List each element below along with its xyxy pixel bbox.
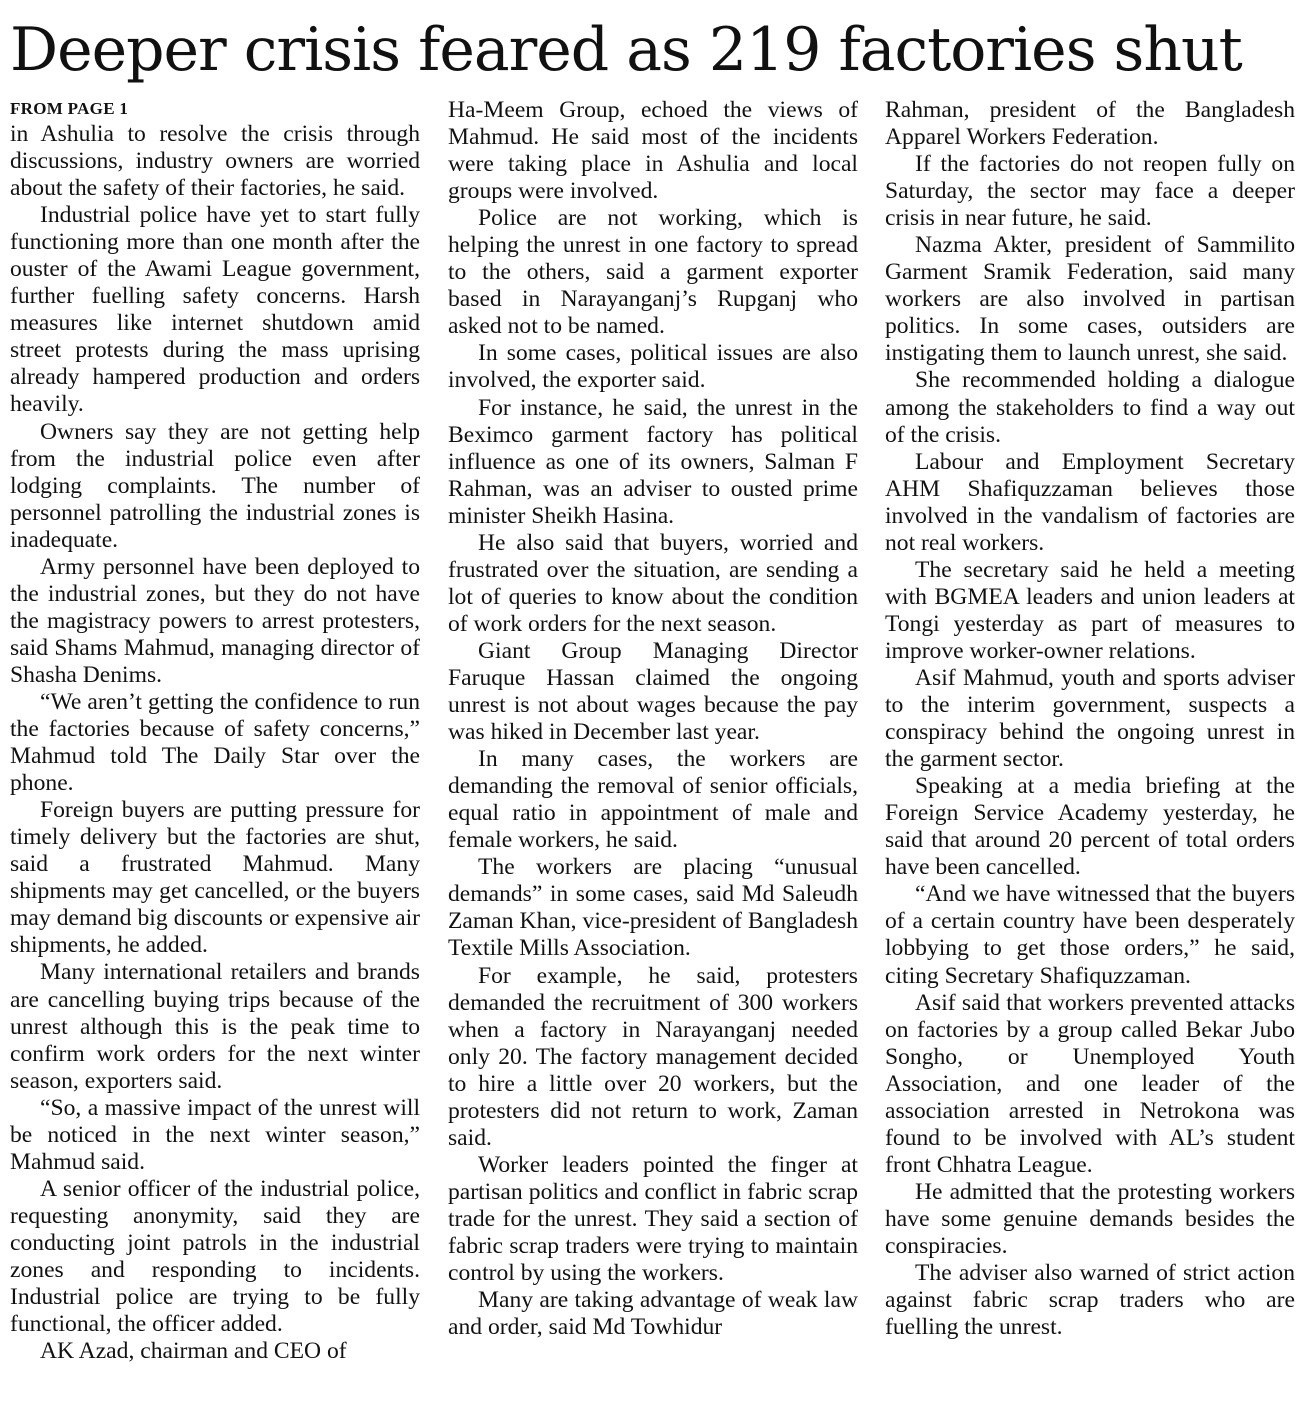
paragraph: Many international retailers and brands are cancelling buying trips because of the unrest although this is the peak time to confirm work orders for the next winter season, exporters said. xyxy=(10,959,420,1094)
paragraph: in Ashulia to resolve the crisis through discussions, industry owners are worried about the safety of their factories, he said. xyxy=(10,121,420,202)
paragraph: “And we have witnessed that the buyers of a certain country have been desperately lobbying to get those orders,” he said, citing Secretary Shafiquzzaman. xyxy=(885,881,1295,989)
paragraph: In some cases, political issues are also involved, the exporter said. xyxy=(448,340,858,394)
paragraph: For example, he said, protesters demanded the recruitment of 300 workers when a factory in Narayanganj needed only 20. The factory management decided to hire a little over 20 workers, but the protesters did not return to work, Zaman said. xyxy=(448,962,858,1151)
paragraph: She recommended holding a dialogue among the stakeholders to find a way out of the crisis. xyxy=(885,367,1295,448)
paragraph: Asif said that workers prevented attacks on factories by a group called Bekar Jubo Songho, or Unemployed Youth Association, and one leader of the association arrested in Netrokona was found to be involved with AL’s student front Chhatra League. xyxy=(885,989,1295,1178)
paragraph: Many are taking advantage of weak law and order, said Md Towhidur xyxy=(448,1287,858,1341)
paragraph: Rahman, president of the Bangladesh Apparel Workers Federation. xyxy=(885,97,1295,151)
paragraph: Army personnel have been deployed to the industrial zones, but they do not have the magistracy powers to arrest protesters, said Shams Mahmud, managing director of Shasha Denims. xyxy=(10,553,420,688)
paragraph: Nazma Akter, president of Sammilito Garment Sramik Federation, said many workers are also involved in partisan politics. In some cases, outsiders are instigating them to launch unrest, she said. xyxy=(885,232,1295,367)
paragraph: A senior officer of the industrial police, requesting anonymity, said they are conducting joint patrols in the industrial zones and responding to incidents. Industrial police are trying to be fully functional, the officer added. xyxy=(10,1175,420,1338)
paragraph: In many cases, the workers are demanding the removal of senior officials, equal ratio in appointment of male and female workers, he said. xyxy=(448,746,858,854)
paragraph: Giant Group Managing Director Faruque Hassan claimed the ongoing unrest is not about wages because the pay was hiked in December last year. xyxy=(448,637,858,746)
paragraph: Foreign buyers are putting pressure for timely delivery but the factories are shut, said a frustrated Mahmud. Many shipments may get cancelled, or the buyers may demand big discounts or expensive air shipments, he added. xyxy=(10,797,420,959)
paragraph: The secretary said he held a meeting with BGMEA leaders and union leaders at Tongi yesterday as part of measures to improve worker-owner relations. xyxy=(885,556,1295,664)
paragraph: Owners say they are not getting help from the industrial police even after lodging complaints. The number of personnel patrolling the industrial zones is inadequate. xyxy=(10,418,420,553)
paragraph: Worker leaders pointed the finger at partisan politics and conflict in fabric scrap trade for the unrest. They said a section of fabric scrap traders were trying to maintain control by using the workers. xyxy=(448,1151,858,1287)
paragraph: Industrial police have yet to start fully functioning more than one month after the ouster of the Awami League government, further fuelling safety concerns. Harsh measures like internet shutdown amid street protests during the mass uprising already hampered production and orders heavily. xyxy=(10,202,420,418)
paragraph: “So, a massive impact of the unrest will be noticed in the next winter season,” Mahmud said. xyxy=(10,1094,420,1175)
headline: Deeper crisis feared as 219 factories shut xyxy=(10,15,1242,85)
article-column-1 xyxy=(10,97,420,1365)
paragraph: The workers are placing “unusual demands” in some cases, said Md Saleudh Zaman Khan, vice-president of Bangladesh Textile Mills Association. xyxy=(448,854,858,962)
paragraph: Speaking at a media briefing at the Foreign Service Academy yesterday, he said that around 20 percent of total orders have been cancelled. xyxy=(885,773,1295,881)
jump-label: FROM PAGE 1 xyxy=(10,99,129,118)
article-column-2 xyxy=(448,97,858,1341)
paragraph: Ha-Meem Group, echoed the views of Mahmud. He said most of the incidents were taking place in Ashulia and local groups were involved. xyxy=(448,97,858,205)
paragraph: “We aren’t getting the confidence to run the factories because of safety concerns,” Mahmud told The Daily Star over the phone. xyxy=(10,688,420,797)
paragraph: He admitted that the protesting workers have some genuine demands besides the conspiracies. xyxy=(885,1178,1295,1259)
article-column-3 xyxy=(885,97,1295,1341)
paragraph: He also said that buyers, worried and frustrated over the situation, are sending a lot of queries to know about the condition of work orders for the next season. xyxy=(448,529,858,637)
paragraph: For instance, he said, the unrest in the Beximco garment factory has political influence as one of its owners, Salman F Rahman, was an adviser to ousted prime minister Sheikh Hasina. xyxy=(448,394,858,529)
paragraph: Asif Mahmud, youth and sports adviser to the interim government, suspects a conspiracy behind the ongoing unrest in the garment sector. xyxy=(885,664,1295,773)
paragraph: The adviser also warned of strict action against fabric scrap traders who are fuelling the unrest. xyxy=(885,1260,1295,1341)
paragraph: Labour and Employment Secretary AHM Shafiquzzaman believes those involved in the vandalism of factories are not real workers. xyxy=(885,448,1295,556)
paragraph: Police are not working, which is helping the unrest in one factory to spread to the others, said a garment exporter based in Narayanganj’s Rupganj who asked not to be named. xyxy=(448,205,858,340)
paragraph: If the factories do not reopen fully on Saturday, the sector may face a deeper crisis in near future, he said. xyxy=(885,151,1295,232)
paragraph: AK Azad, chairman and CEO of xyxy=(40,1338,347,1365)
